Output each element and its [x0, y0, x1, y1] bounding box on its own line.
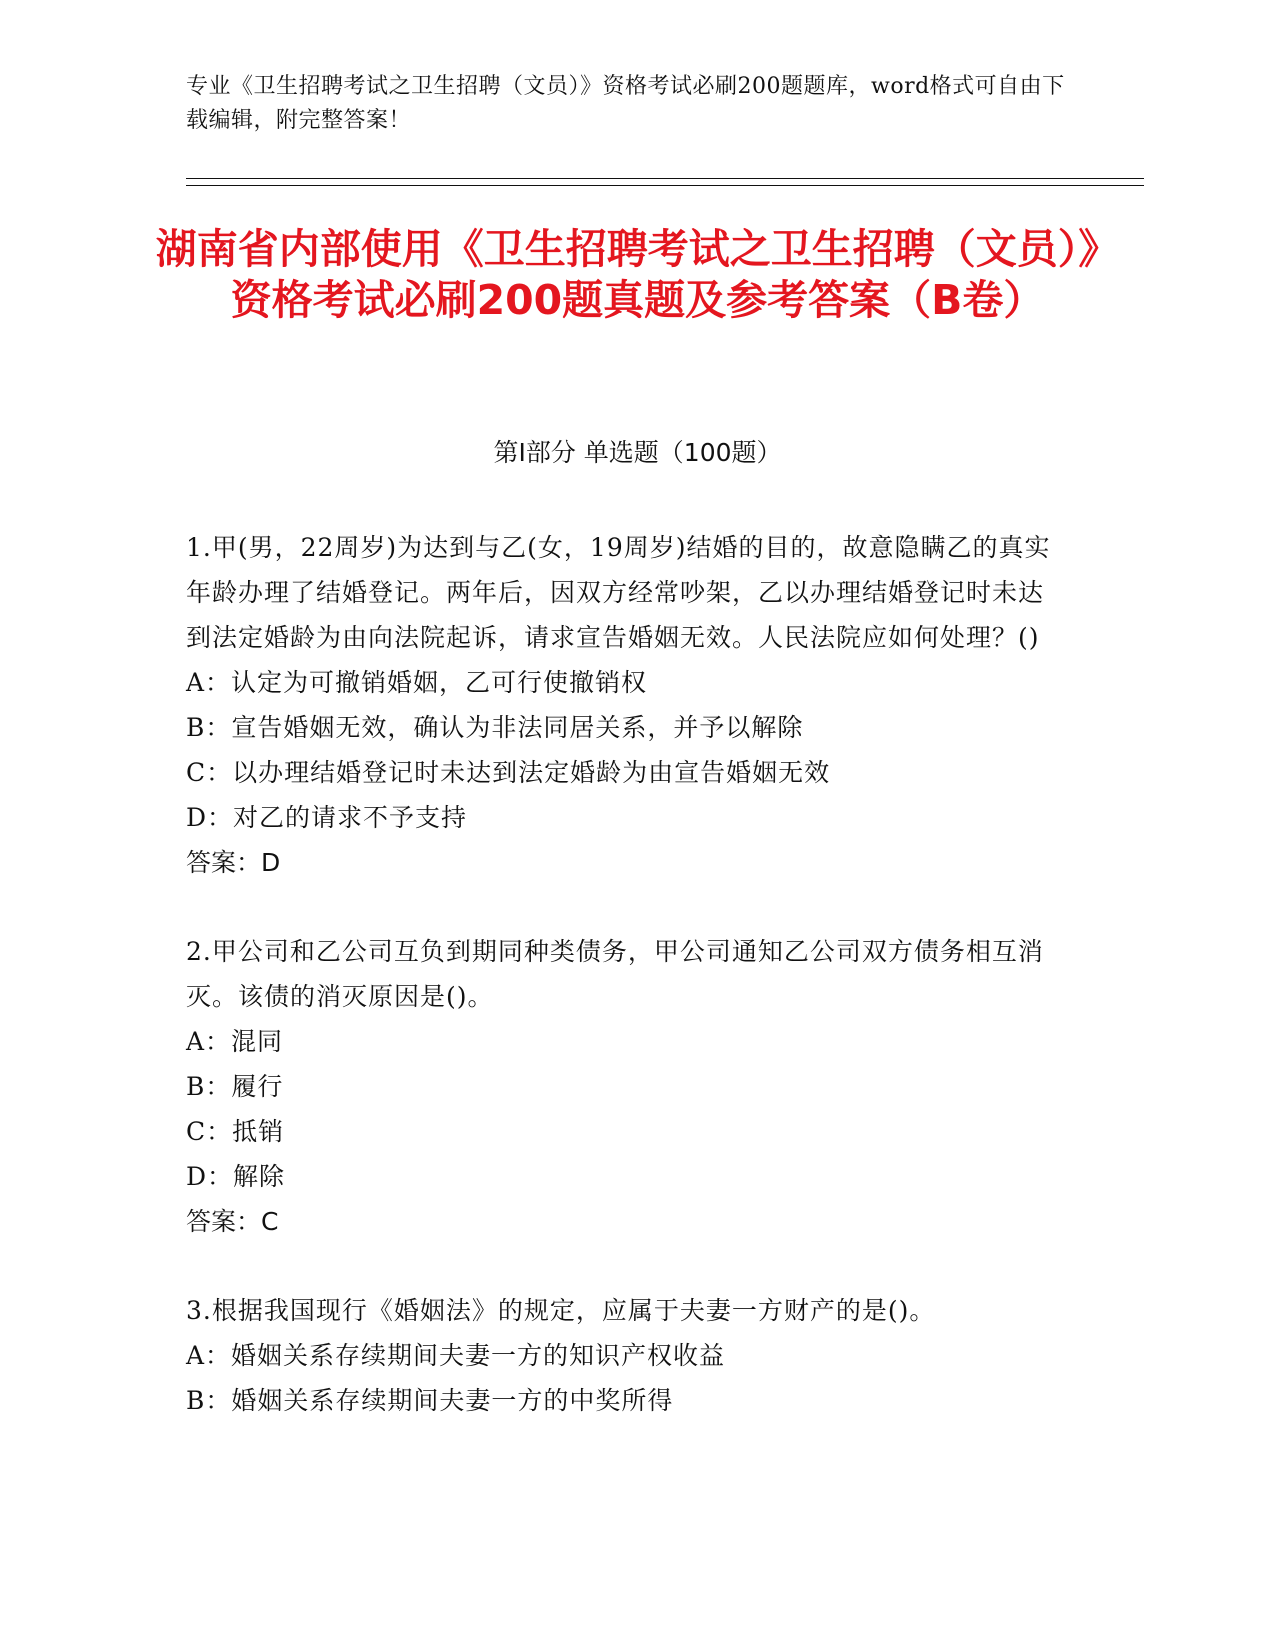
question-list — [186, 525, 1066, 1467]
answer: 答案：C — [186, 1207, 279, 1236]
option-c: C：以办理结婚登记时未达到法定婚龄为由宣告婚姻无效 — [186, 758, 831, 787]
document-title: 湖南省内部使用《卫生招聘考试之卫生招聘（文员）》资格考试必刷200题真题及参考答案（B卷） — [155, 225, 1120, 324]
option-d: D：解除 — [186, 1162, 286, 1191]
question-stem: 1.甲(男，22周岁)为达到与乙(女，19周岁)结婚的目的，故意隐瞒乙的真实年龄办理了结婚登记。两年后，因双方经常吵架，乙以办理结婚登记时未达到法定婚龄为由向法院起诉，请求宣告婚姻无效。人民法院应如何处理？() — [186, 533, 1051, 652]
answer: 答案：D — [186, 848, 281, 877]
section-title: 第Ⅰ部分 单选题（100题） — [493, 438, 782, 467]
option-d: D：对乙的请求不予支持 — [186, 803, 468, 832]
question-1 — [186, 525, 1066, 885]
header-divider-top — [186, 178, 1144, 179]
option-b: B：婚姻关系存续期间夫妻一方的中奖所得 — [186, 1386, 674, 1415]
option-a: A：认定为可撤销婚姻，乙可行使撤销权 — [186, 668, 648, 697]
option-b: B：宣告婚姻无效，确认为非法同居关系，并予以解除 — [186, 713, 804, 742]
question-stem: 3.根据我国现行《婚姻法》的规定，应属于夫妻一方财产的是()。 — [186, 1296, 936, 1325]
document-header: 专业《卫生招聘考试之卫生招聘（文员）》资格考试必刷200题题库，word格式可自由下载编辑，附完整答案！ — [186, 74, 1065, 133]
header-divider-bottom — [186, 185, 1144, 186]
question-2 — [186, 929, 1066, 1244]
question-stem: 2.甲公司和乙公司互负到期同种类债务，甲公司通知乙公司双方债务相互消灭。该债的消灭原因是()。 — [186, 937, 1044, 1011]
option-a: A：混同 — [186, 1027, 284, 1056]
option-a: A：婚姻关系存续期间夫妻一方的知识产权收益 — [186, 1341, 726, 1370]
option-c: C：抵销 — [186, 1117, 285, 1146]
question-3 — [186, 1288, 1066, 1423]
option-b: B：履行 — [186, 1072, 284, 1101]
